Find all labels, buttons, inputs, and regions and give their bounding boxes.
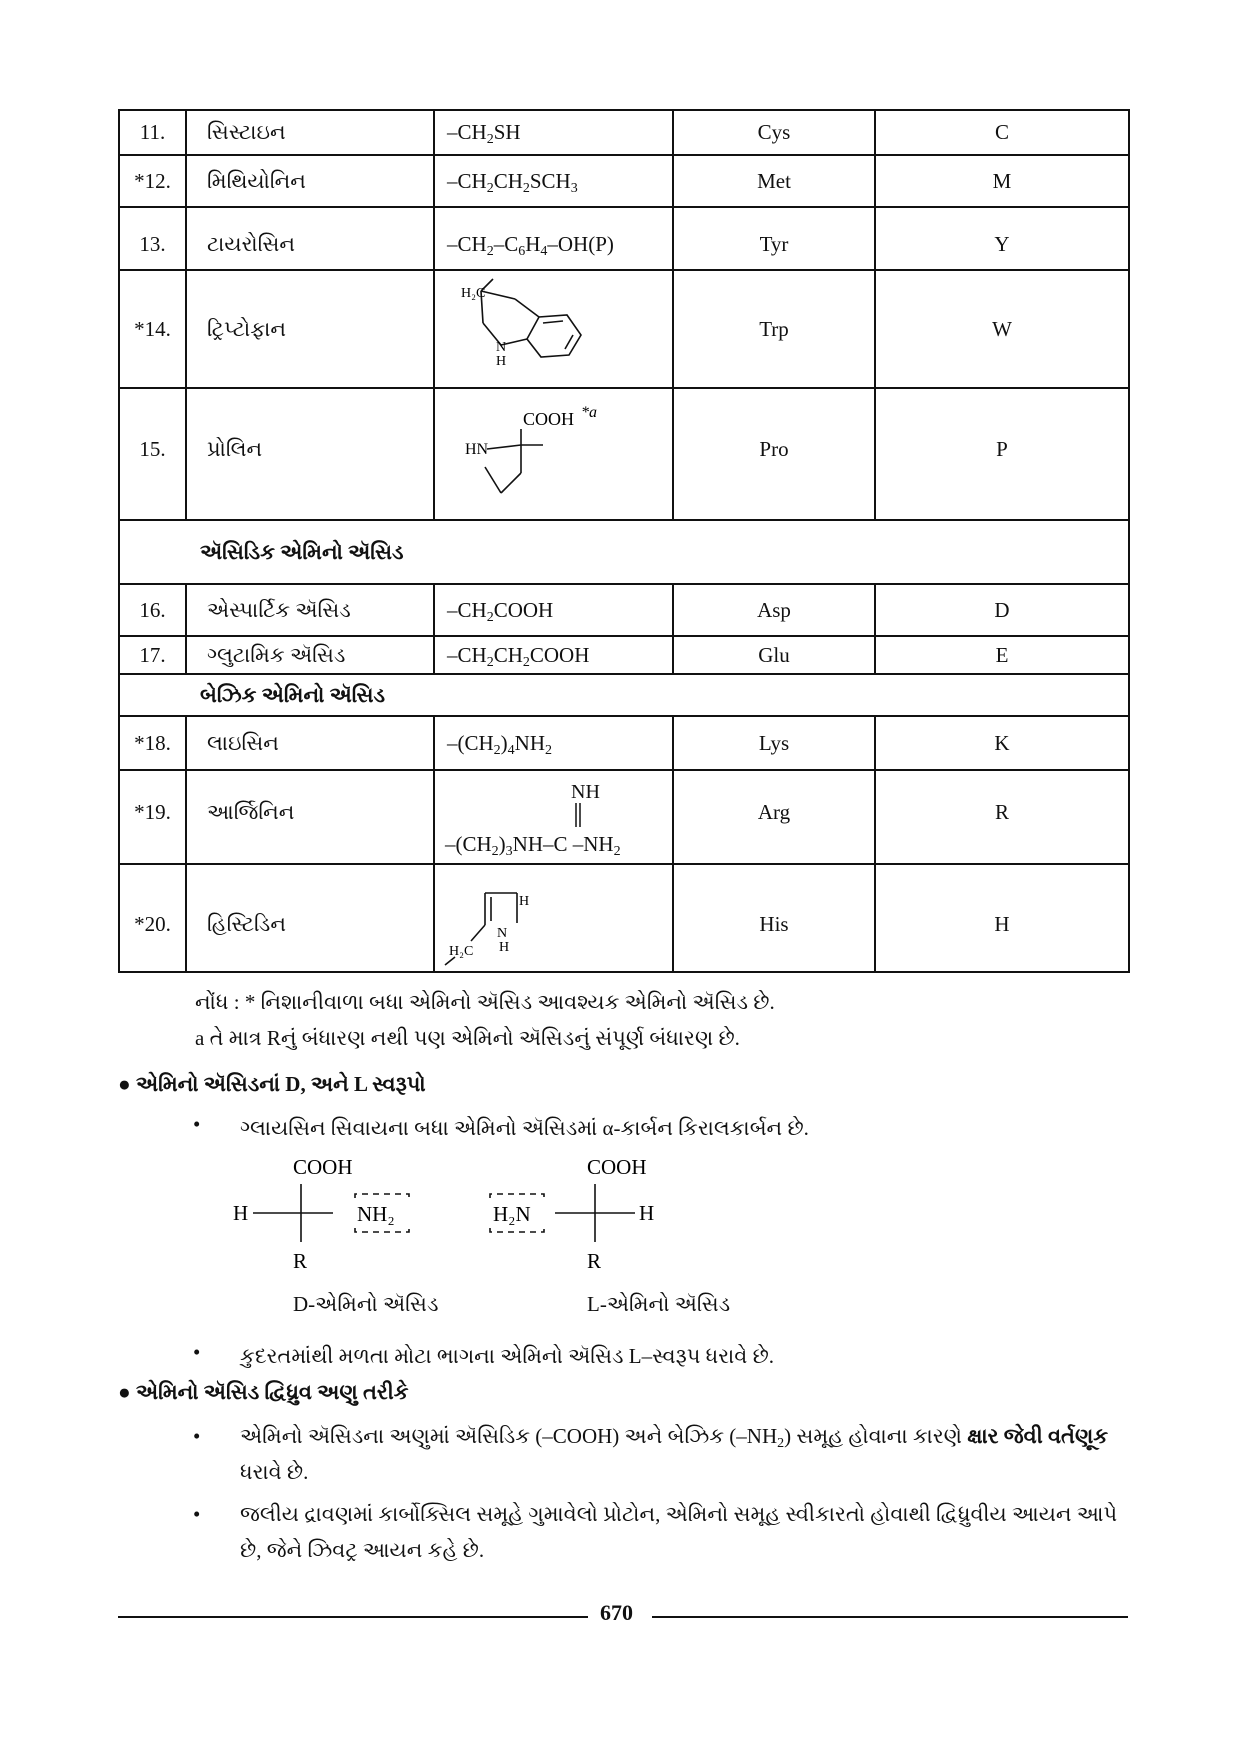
table-row bbox=[119, 270, 1129, 388]
r-group-formula: $-CH_2CH_2COOH$ bbox=[434, 636, 673, 674]
r-group-formula: $-CH_2COOH$ bbox=[434, 584, 673, 636]
footer-rule-left bbox=[118, 1616, 588, 1618]
l-amino-acid-label: L-એમિનો ઍસિડ bbox=[587, 1292, 731, 1316]
one-letter-code: E bbox=[875, 636, 1129, 674]
table-row bbox=[119, 716, 1129, 770]
imidazole-n-label: N bbox=[497, 926, 508, 941]
three-letter-code: Pro bbox=[673, 388, 875, 520]
amino-acid-name: ટ્રિપ્ટોફાન bbox=[186, 270, 434, 388]
table-row bbox=[119, 388, 1129, 520]
one-letter-code: Y bbox=[875, 207, 1129, 270]
tryptophan-structure bbox=[434, 270, 673, 388]
r-group-formula: $-(CH_2)_4NH_2$ bbox=[434, 716, 673, 770]
one-letter-code: R bbox=[875, 770, 1129, 864]
amino-acid-name: ટાયરોસિન bbox=[186, 207, 434, 270]
row-number: *12. bbox=[119, 155, 186, 207]
section-row bbox=[119, 674, 1129, 716]
table-row bbox=[119, 636, 1129, 674]
acidic-section-title: ઍસિડિક એમિનો ઍસિડ bbox=[119, 520, 1129, 584]
histidine-structure bbox=[434, 864, 673, 972]
one-letter-code: K bbox=[875, 716, 1129, 770]
row-number: 11. bbox=[119, 110, 186, 155]
footer-rule-right bbox=[652, 1616, 1128, 1618]
three-letter-code: Trp bbox=[673, 270, 875, 388]
d-l-structures-diagram bbox=[225, 1150, 705, 1300]
note-line-2: a તે માત્ર Rનું બંધારણ નથી પણ એમિનો ઍસિડનું સંપૂર્ણ બંધારણ છે. bbox=[195, 1026, 740, 1050]
l-h2n: H₂N bbox=[493, 1202, 531, 1226]
proline-ring-diagram bbox=[435, 389, 670, 513]
r-group-formula: $-(CH_2)_3NH-C$ $-NH_2$ bbox=[445, 832, 621, 859]
imidazole-h-top: H bbox=[519, 894, 530, 909]
three-letter-code: Lys bbox=[673, 716, 875, 770]
amino-acid-table bbox=[118, 109, 1130, 973]
row-number: 15. bbox=[119, 388, 186, 520]
l-cooh: COOH bbox=[587, 1155, 647, 1179]
section-row bbox=[119, 520, 1129, 584]
heading-dipolar: ● એમિનો ઍસિડ દ્વિધ્રુવ અણુ તરીકે bbox=[118, 1380, 409, 1404]
bullet-dot: • bbox=[193, 1424, 201, 1448]
indole-h-label: H bbox=[496, 354, 507, 369]
amino-acid-name: મિથિયોનિન bbox=[186, 155, 434, 207]
three-letter-code: His bbox=[673, 864, 875, 972]
d-nh2: NH₂ bbox=[357, 1202, 395, 1226]
d-amino-acid-label: D-એમિનો ઍસિડ bbox=[293, 1292, 439, 1316]
l-h: H bbox=[639, 1201, 655, 1225]
row-number: *20. bbox=[119, 864, 186, 972]
r-group-formula: $-CH_2CH_2SCH_3$ bbox=[434, 155, 673, 207]
table-row bbox=[119, 864, 1129, 972]
row-number: 17. bbox=[119, 636, 186, 674]
dipolar-text-1: એમિનો ઍસિડના અણુમાં ઍસિડિક (–COOH) અને બેઝિક $(-NH_2)$ સમૂહ હોવાના કારણે ક્ષાર જેવી વર્તણૂક ધરાવે છે. bbox=[240, 1424, 1109, 1484]
three-letter-code: Glu bbox=[673, 636, 875, 674]
table-row bbox=[119, 584, 1129, 636]
basic-section-title: બેઝિક એમિનો ઍસિડ bbox=[119, 674, 1129, 716]
cooh-label: COOH bbox=[523, 409, 575, 429]
imidazole-h2c-label: H₂C bbox=[449, 944, 474, 959]
l-r: R bbox=[587, 1249, 602, 1273]
table-row bbox=[119, 207, 1129, 270]
hn-label: HN bbox=[465, 441, 489, 458]
r-group-formula: $-CH_2-C_6H_4-OH(P)$ bbox=[434, 207, 673, 270]
row-number: 16. bbox=[119, 584, 186, 636]
amino-acid-name: હિસ્ટિડિન bbox=[186, 864, 434, 972]
amino-acid-name: ગ્લુટામિક ઍસિડ bbox=[186, 636, 434, 674]
indole-n-label: N bbox=[496, 340, 507, 355]
l-form-text: કુદરતમાંથી મળતા મોટા ભાગના એમિનો ઍસિડ L–સ્વરૂપ ધરાવે છે. bbox=[240, 1344, 775, 1368]
table-row bbox=[119, 110, 1129, 155]
table-row bbox=[119, 770, 1129, 864]
arginine-structure bbox=[434, 770, 673, 864]
imidazole-h-bottom: H bbox=[499, 940, 510, 955]
d-r: R bbox=[293, 1249, 308, 1273]
three-letter-code: Tyr bbox=[673, 207, 875, 270]
bullet-dot: • bbox=[193, 1112, 201, 1136]
proline-structure bbox=[434, 388, 673, 520]
bullet-dot: • bbox=[193, 1502, 201, 1526]
page-number: 670 bbox=[600, 1600, 633, 1625]
one-letter-code: C bbox=[875, 110, 1129, 155]
heading-d-l-forms: ● એમિનો ઍસિડનાં D, અને L સ્વરૂપો bbox=[118, 1072, 426, 1096]
table-row bbox=[119, 155, 1129, 207]
one-letter-code: H bbox=[875, 864, 1129, 972]
r-group-formula: $-CH_2SH$ bbox=[434, 110, 673, 155]
row-number: *14. bbox=[119, 270, 186, 388]
three-letter-code: Cys bbox=[673, 110, 875, 155]
dipolar-text-2: જલીય દ્રાવણમાં કાર્બોક્સિલ સમૂહે ગુમાવેલો પ્રોટોન, એમિનો સમૂહ સ્વીકારતો હોવાથી દ્વિધ્રુવીય આયન આપે છે, જેને ઝિવટ્ર આયન કહે છે. bbox=[240, 1502, 1118, 1562]
amino-acid-name: આર્જિનિન bbox=[186, 770, 434, 864]
one-letter-code: P bbox=[875, 388, 1129, 520]
imidazole-ring-diagram bbox=[435, 865, 670, 965]
row-number: *18. bbox=[119, 716, 186, 770]
guanidino-nh-label: NH bbox=[571, 781, 600, 803]
three-letter-code: Met bbox=[673, 155, 875, 207]
amino-acid-name: સિસ્ટાઇન bbox=[186, 110, 434, 155]
amino-acid-name: પ્રોલિન bbox=[186, 388, 434, 520]
footnote-mark: *a bbox=[581, 404, 597, 421]
amino-acid-name: એસ્પાર્ટિક ઍસિડ bbox=[186, 584, 434, 636]
d-cooh: COOH bbox=[293, 1155, 353, 1179]
amino-acid-name: લાઇસિન bbox=[186, 716, 434, 770]
chiral-carbon-text: ગ્લાયસિન સિવાયના બધા એમિનો ઍસિડમાં α-કાર્બન કિરાલકાર્બન છે. bbox=[240, 1116, 809, 1140]
h2c-label: H₂C bbox=[461, 286, 486, 301]
double-bond bbox=[573, 803, 583, 829]
one-letter-code: D bbox=[875, 584, 1129, 636]
d-h: H bbox=[233, 1201, 249, 1225]
three-letter-code: Asp bbox=[673, 584, 875, 636]
three-letter-code: Arg bbox=[673, 770, 875, 864]
one-letter-code: W bbox=[875, 270, 1129, 388]
note-line-1: નોંધ : * નિશાનીવાળા બધા એમિનો ઍસિડ આવશ્યક એમિનો ઍસિડ છે. bbox=[195, 990, 775, 1014]
row-number: 13. bbox=[119, 207, 186, 270]
row-number: *19. bbox=[119, 770, 186, 864]
one-letter-code: M bbox=[875, 155, 1129, 207]
bullet-dot: • bbox=[193, 1340, 201, 1364]
indole-ring-diagram bbox=[435, 271, 670, 381]
